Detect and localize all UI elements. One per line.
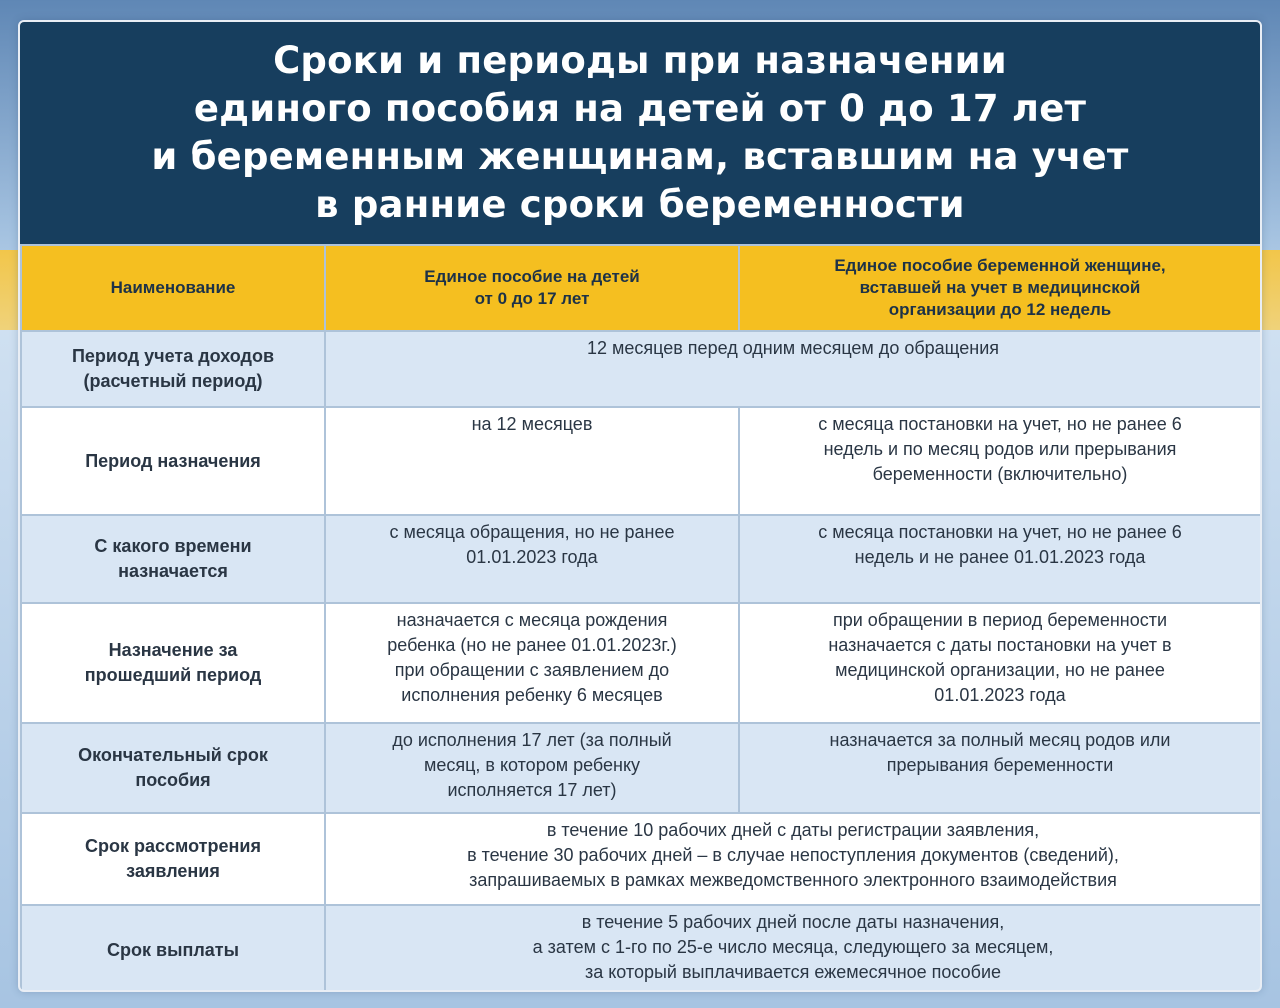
column-header-line: от 0 до 17 лет	[474, 289, 590, 308]
cell-line: беременности (включительно)	[872, 464, 1128, 484]
column-header-line: Единое пособие на детей	[424, 267, 640, 286]
cell-line: недель и по месяц родов или прерывания	[823, 439, 1177, 459]
column-header-children	[325, 245, 739, 331]
column-header-line: вставшей на учет в медицинской	[859, 278, 1141, 297]
title-line-2: единого пособия на детей от 0 до 17 лет	[193, 87, 1087, 130]
cell-children	[325, 407, 739, 515]
title-line-4: в ранние сроки беременности	[315, 183, 965, 226]
cell-line: в течение 10 рабочих дней с даты регистрации заявления,	[546, 820, 1040, 840]
cell-line: 01.01.2023 года	[934, 685, 1066, 705]
cell-line: ребенка (но не ранее 01.01.2023г.)	[387, 635, 677, 655]
cell-line: за который выплачивается ежемесячное пособие	[584, 962, 1002, 982]
row-label	[21, 813, 325, 905]
cell-line: при обращении с заявлением до	[394, 660, 670, 680]
infographic-card	[18, 20, 1262, 992]
column-header-name	[21, 245, 325, 331]
cell-pregnant	[739, 407, 1261, 515]
title-banner	[20, 22, 1260, 244]
row-label-line: заявления	[126, 861, 220, 881]
cell-line: в течение 30 рабочих дней – в случае непоступления документов (сведений),	[467, 845, 1119, 865]
row-label-line: Окончательный срок	[78, 745, 268, 765]
table-row-past-period	[21, 603, 1261, 723]
column-header-line: Единое пособие беременной женщине,	[834, 256, 1166, 275]
cell-line: исполняется 17 лет)	[447, 780, 617, 800]
row-label	[21, 331, 325, 407]
merged-cell	[325, 813, 1261, 905]
cell-line: запрашиваемых в рамках межведомственного электронного взаимодействия	[469, 870, 1117, 890]
cell-line: назначается с даты постановки на учет в	[828, 635, 1172, 655]
table-row-review-term	[21, 813, 1261, 905]
cell-line: с месяца постановки на учет, но не ранее 6	[818, 414, 1182, 434]
cell-pregnant	[739, 515, 1261, 603]
table-row-final-term	[21, 723, 1261, 813]
cell-pregnant	[739, 603, 1261, 723]
row-label-line: Срок выплаты	[107, 939, 239, 960]
row-label-line: Период учета доходов	[71, 346, 275, 366]
merged-cell	[325, 331, 1261, 407]
row-label-line: пособия	[135, 770, 211, 790]
column-header-line: Наименование	[110, 278, 236, 297]
table-row-income-period	[21, 331, 1261, 407]
cell-line: а затем с 1-го по 25-е число месяца, следующего за месяцем,	[532, 937, 1054, 957]
row-label-line: назначается	[118, 561, 228, 581]
row-label-line: прошедший период	[84, 665, 262, 685]
row-label-line: С какого времени	[94, 536, 252, 556]
cell-line: 12 месяцев перед одним месяцем до обращения	[586, 338, 1000, 358]
column-header-line: организации до 12 недель	[888, 300, 1112, 319]
cell-line: с месяца обращения, но не ранее	[389, 522, 675, 542]
cell-line: медицинской организации, но не ранее	[835, 660, 1165, 680]
cell-line: до исполнения 17 лет (за полный	[392, 730, 672, 750]
cell-children	[325, 723, 739, 813]
row-label-line: Период назначения	[85, 450, 261, 471]
cell-children	[325, 603, 739, 723]
row-label	[21, 905, 325, 992]
cell-children	[325, 515, 739, 603]
title-line-3: и беременным женщинам, вставшим на учет	[151, 135, 1129, 178]
row-label	[21, 723, 325, 813]
cell-line: недель и не ранее 01.01.2023 года	[854, 547, 1146, 567]
row-label	[21, 603, 325, 723]
column-header-pregnant	[739, 245, 1261, 331]
cell-line: при обращении в период беременности	[832, 610, 1168, 630]
merged-cell	[325, 905, 1261, 992]
cell-line: с месяца постановки на учет, но не ранее 6	[818, 522, 1182, 542]
table-row-payment-term	[21, 905, 1261, 992]
cell-line: исполнения ребенку 6 месяцев	[401, 685, 663, 705]
cell-line: прерывания беременности	[886, 755, 1114, 775]
cell-line: назначается за полный месяц родов или	[829, 730, 1171, 750]
row-label	[21, 515, 325, 603]
table-row-assignment-period	[21, 407, 1261, 515]
title-line-1: Сроки и периоды при назначении	[273, 39, 1007, 82]
cell-line: на 12 месяцев	[471, 414, 593, 434]
table-header-row	[21, 245, 1261, 331]
benefits-table	[20, 244, 1262, 992]
row-label-line: Срок рассмотрения	[85, 836, 261, 856]
cell-line: 01.01.2023 года	[466, 547, 598, 567]
cell-line: назначается с месяца рождения	[396, 610, 668, 630]
cell-pregnant	[739, 723, 1261, 813]
table-row-start-time	[21, 515, 1261, 603]
cell-line: в течение 5 рабочих дней после даты назначения,	[581, 912, 1005, 932]
cell-line: месяц, в котором ребенку	[423, 755, 641, 775]
row-label	[21, 407, 325, 515]
row-label-line: (расчетный период)	[83, 371, 263, 391]
row-label-line: Назначение за	[108, 640, 238, 660]
